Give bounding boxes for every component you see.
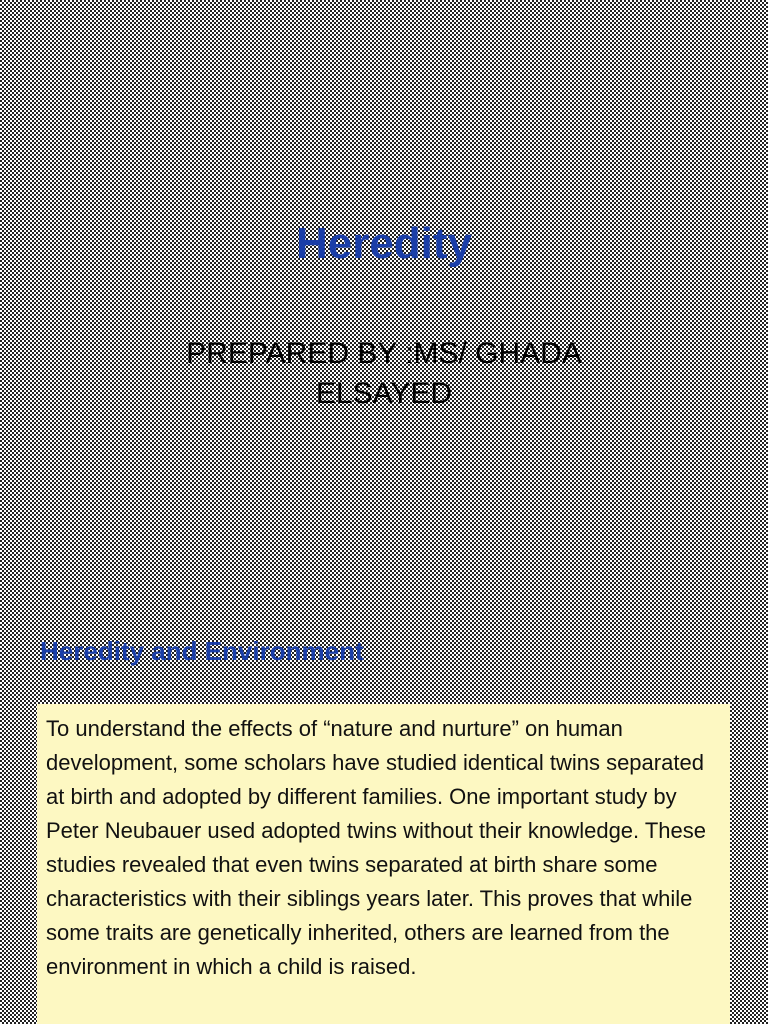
body-text-box: To understand the effects of “nature and nurture” on human development, some scholars have studied identical twins separated at birth and adopted by different families. One important study by Peter Neubauer used adopted twins without their knowledge. These studies revealed that even twins separated at birth share some characteristics with their siblings years later. This proves that while some traits are genetically inherited, others are learned from the environment in which a child is raised. (37, 704, 730, 1024)
content-slide (0, 576, 768, 1024)
section-heading: Heredity and Environment (40, 636, 364, 666)
prepared-by-subtitle: PREPARED BY :MS/ GHADA ELSAYED (186, 337, 582, 410)
slide-title: Heredity (295, 219, 473, 268)
